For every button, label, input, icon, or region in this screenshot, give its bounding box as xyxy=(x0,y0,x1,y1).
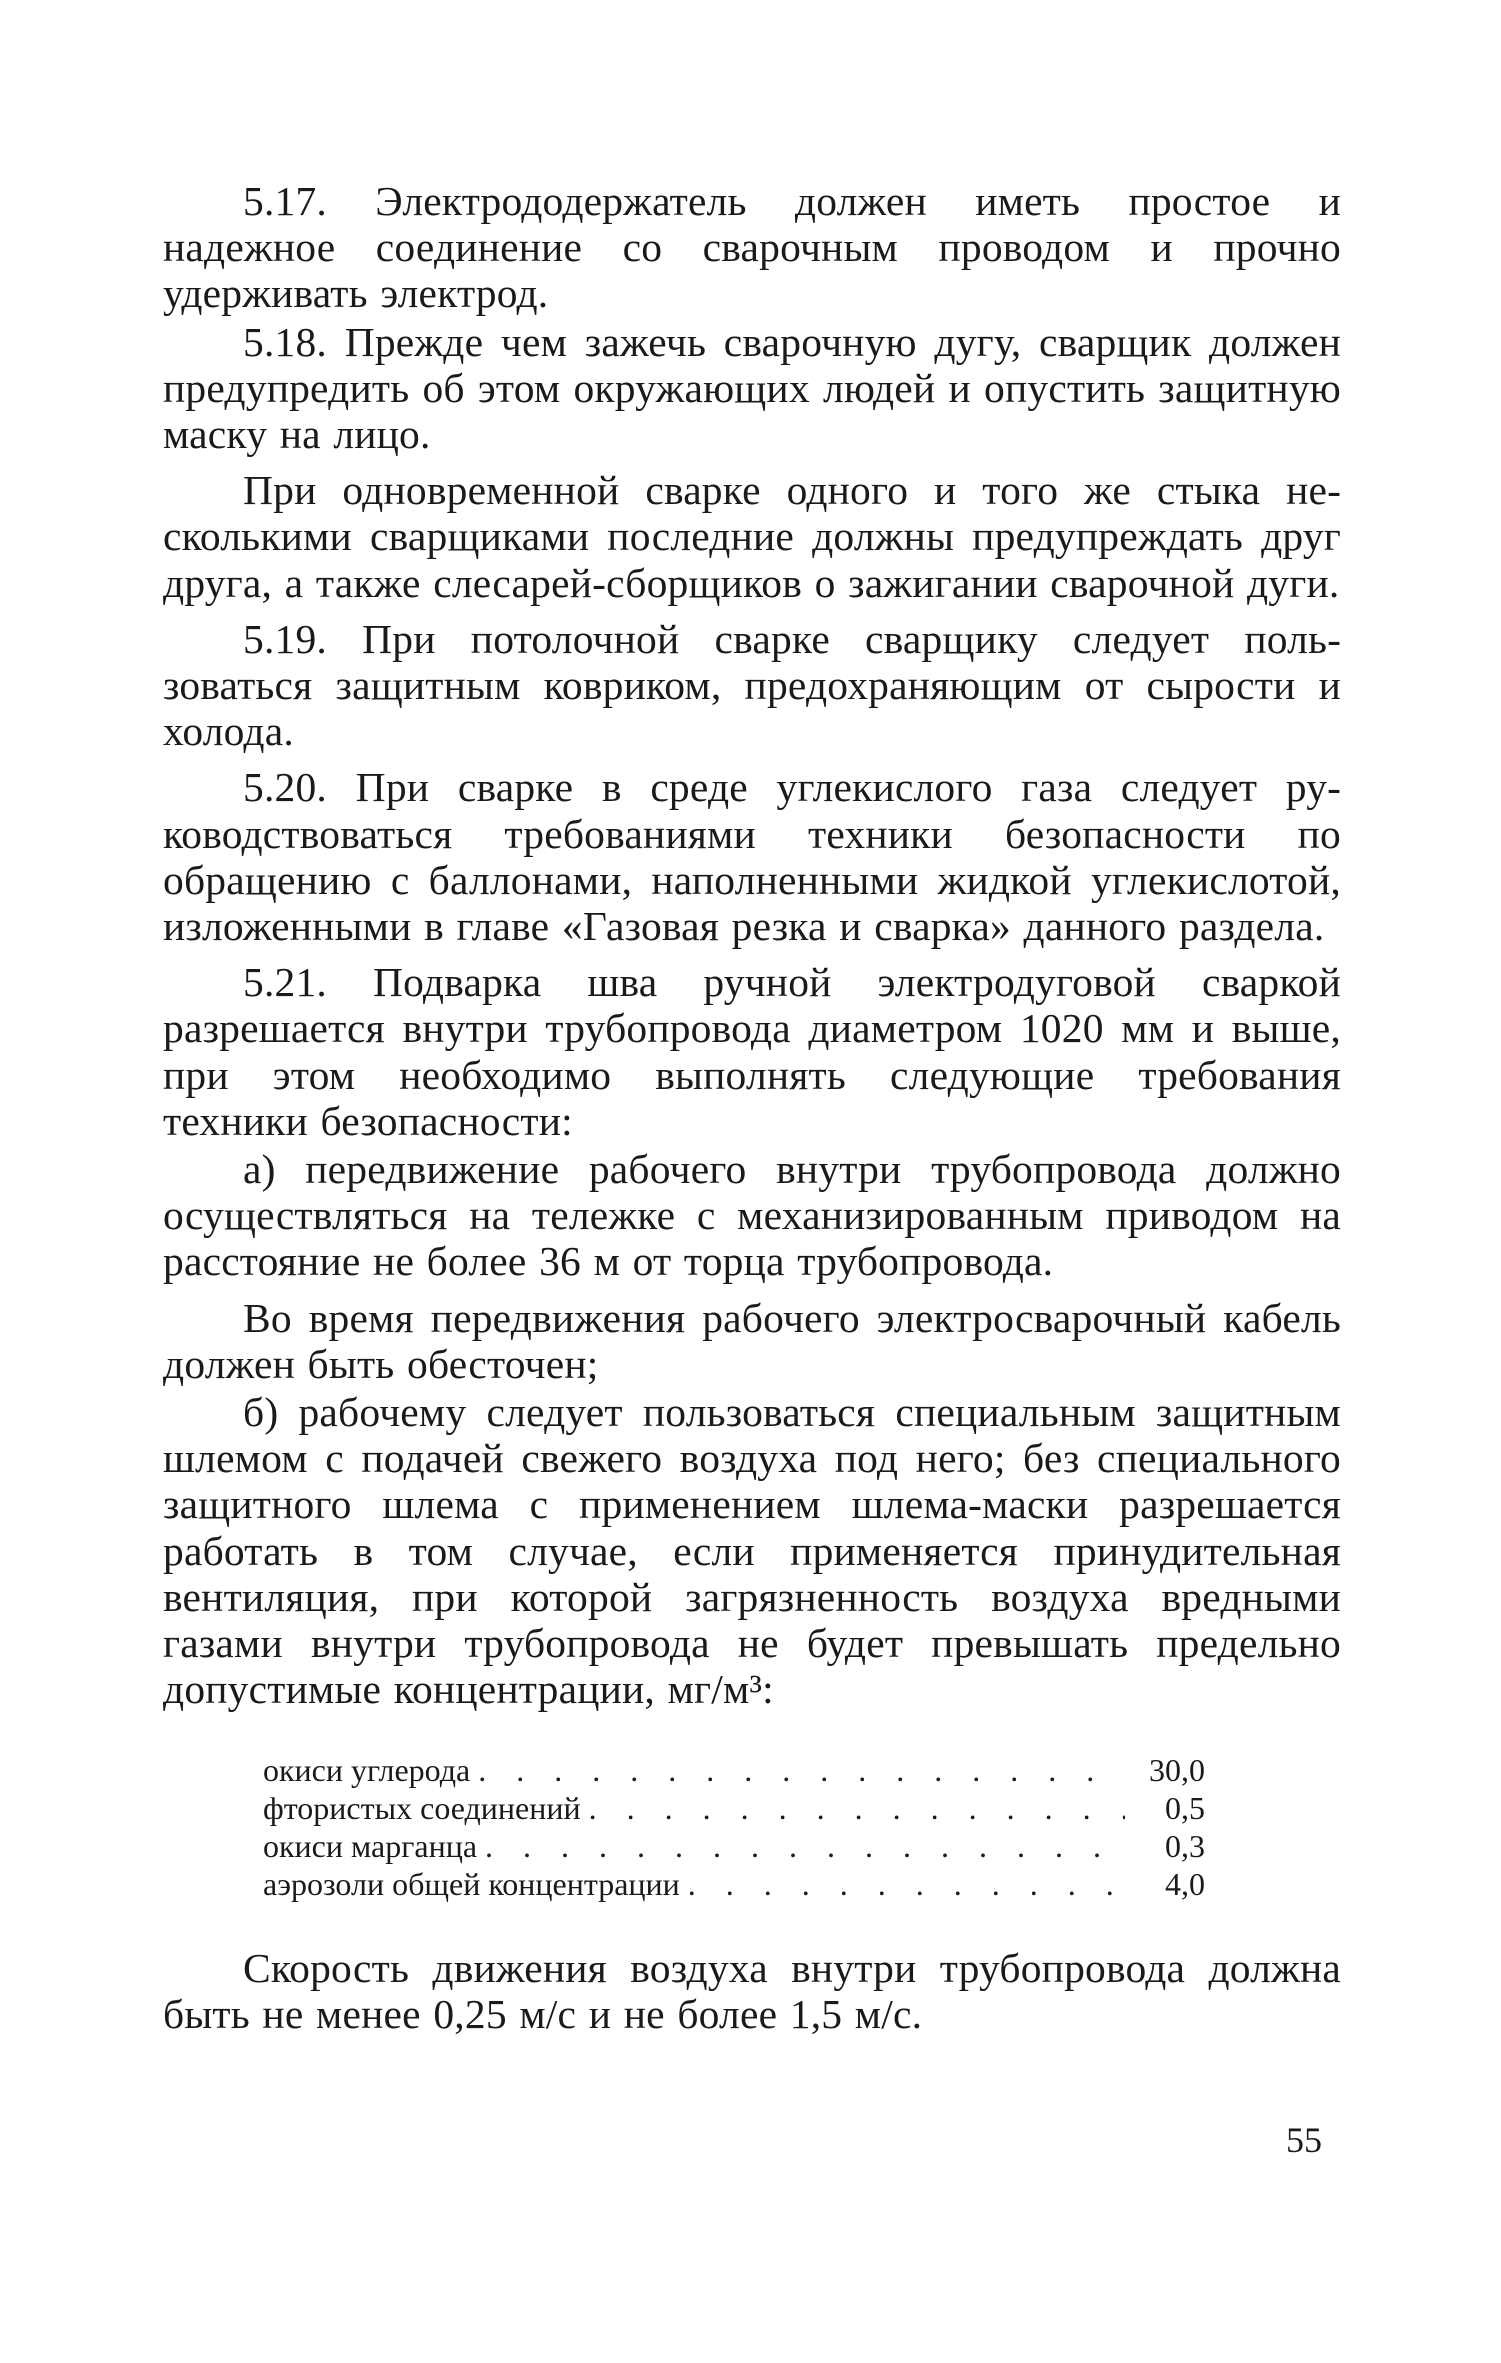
paragraph-5-21-b: б) рабочему следует пользоваться специальным защитным шлемом с подачей свежего воздуха под него; без специального защитного шлема с применением шлема-маски разрешается работать в том случае, если применяется принудительная вентиляция, при которой загрязненность воздуха вредными газами внутри трубопровода не будет превышать предельно допустимые концентрации, мг/м³: xyxy=(163,1389,1341,1713)
concentration-row xyxy=(263,1865,1205,1903)
concentration-value: 4,0 xyxy=(1165,1865,1205,1902)
paragraph-5-19: 5.19. При потолочной сварке сварщику следует пользоваться защитным ковриком, предохраняющим от сырости и холода. xyxy=(163,615,1341,755)
concentration-row xyxy=(263,1789,1205,1827)
paragraph-5-21-a-continued: Во время передвижения рабочего электросварочный кабель должен быть обесточен; xyxy=(163,1294,1341,1387)
paragraph-5-21: 5.21. Подварка шва ручной электродуговой сваркой разрешается внутри трубопровода диаметром 1020 мм и выше, при этом необходимо выполнять следующие требования техники безопасности: xyxy=(163,959,1341,1144)
concentration-value: 0,5 xyxy=(1165,1789,1205,1826)
leader-dots xyxy=(680,1865,1125,1903)
concentration-label: аэрозоли общей концентрации xyxy=(263,1865,680,1902)
concentration-label: окиси углерода xyxy=(263,1751,471,1788)
leader-dots xyxy=(477,1827,1125,1865)
leader-dots xyxy=(470,1751,1125,1789)
concentration-label: фтористых соединений xyxy=(263,1789,581,1826)
concentration-row xyxy=(263,1751,1205,1789)
concentration-row xyxy=(263,1827,1205,1865)
concentration-label: окиси марганца xyxy=(263,1827,478,1864)
page-body xyxy=(163,178,1341,2037)
paragraph-air-speed: Скорость движения воздуха внутри трубопровода должна быть не менее 0,25 м/с и не более 1,5 м/с. xyxy=(163,1944,1341,2037)
concentration-table xyxy=(263,1751,1205,1903)
paragraph-5-18: 5.18. Прежде чем зажечь сварочную дугу, сварщик должен предупредить об этом окружающих людей и опустить защитную маску на лицо. xyxy=(163,318,1341,458)
leader-dots xyxy=(581,1789,1125,1827)
paragraph-5-18-continued: При одновременной сварке одного и того же стыка несколькими сварщиками последние должны предупреждать друг друга, а также слесарей-сборщиков о зажигании сварочной дуги. xyxy=(163,467,1341,606)
page-number: 55 xyxy=(1286,2120,1322,2160)
paragraph-5-17: 5.17. Электрододержатель должен иметь простое и надежное соединение со сварочным проводом и прочно удерживать электрод. xyxy=(163,178,1341,317)
paragraph-5-20: 5.20. При сварке в среде углекислого газа следует руководствоваться требованиями техники безопасности по обращению с баллонами, наполненными жидкой углекислотой, изложенными в главе «Газовая резка и сварка» данного раздела. xyxy=(163,764,1341,950)
concentration-value: 30,0 xyxy=(1149,1751,1205,1788)
concentration-value: 0,3 xyxy=(1165,1827,1205,1864)
paragraph-5-21-a: а) передвижение рабочего внутри трубопровода должно осуществляться на тележке с механизированным приводом на расстояние не более 36 м от торца трубопровода. xyxy=(163,1146,1341,1285)
